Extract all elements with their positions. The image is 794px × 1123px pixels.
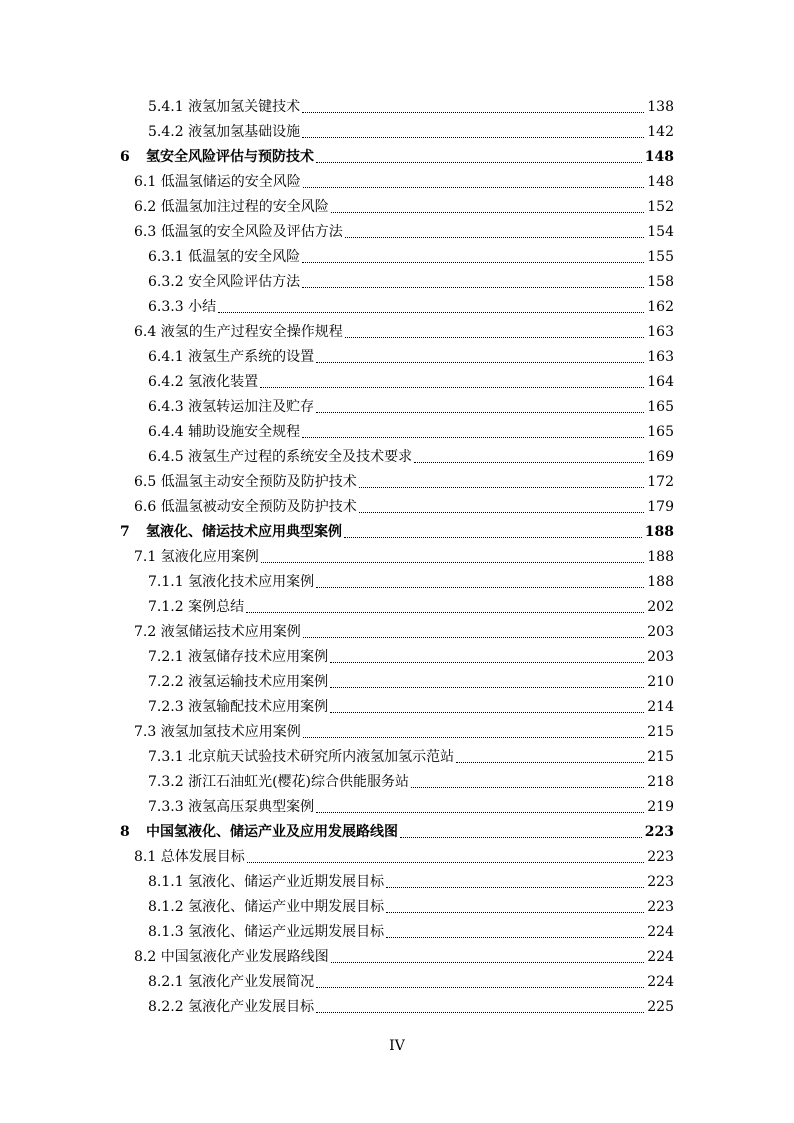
toc-entry-page: 172 <box>647 474 674 490</box>
toc-entry[interactable] <box>0 270 794 295</box>
toc-entry-title: 低温氢主动安全预防及防护技术 <box>160 474 357 490</box>
toc-leader-dots <box>330 687 644 688</box>
toc-entry-title: 氢液化技术应用案例 <box>188 574 315 590</box>
toc-entry[interactable] <box>0 495 794 520</box>
toc-entry-number: 6.4.2 <box>148 374 184 390</box>
toc-entry-page: 162 <box>647 299 674 315</box>
toc-entry-label <box>134 945 329 970</box>
toc-entry-title: 低温氢的安全风险 <box>188 249 301 265</box>
toc-entry-page: 152 <box>647 199 674 215</box>
toc-entry-title: 液氢输配技术应用案例 <box>188 699 329 715</box>
toc-entry-title: 氢液化产业发展简况 <box>188 974 315 990</box>
toc-entry[interactable] <box>0 995 794 1020</box>
toc-entry-number: 7.3 <box>134 724 157 740</box>
toc-chapter-entry[interactable] <box>0 145 794 170</box>
toc-entry-number: 8 <box>120 824 130 840</box>
toc-entry-label <box>134 845 245 870</box>
toc-entry-title: 氢安全风险评估与预防技术 <box>146 149 314 165</box>
toc-entry-number: 6.3.3 <box>148 299 184 315</box>
toc-entry-page: 163 <box>647 324 674 340</box>
toc-leader-dots <box>302 112 644 113</box>
toc-entry-page: 203 <box>647 649 674 665</box>
toc-entry-label <box>148 795 314 820</box>
toc-entry-number: 6.4.3 <box>148 399 184 415</box>
toc-entry[interactable] <box>0 595 794 620</box>
toc-entry-label <box>148 120 300 145</box>
toc-entry-number: 7.2.2 <box>148 674 184 690</box>
toc-entry-label <box>134 170 301 195</box>
toc-leader-dots <box>411 787 644 788</box>
toc-entry-number: 6.4.5 <box>148 449 184 465</box>
toc-entry[interactable] <box>0 795 794 820</box>
toc-entry-page: 223 <box>647 874 674 890</box>
toc-entry-number: 7.3.1 <box>148 749 184 765</box>
toc-entry-label <box>134 220 343 245</box>
toc-entry-page: 223 <box>647 899 674 915</box>
toc-entry-label <box>148 995 314 1020</box>
toc-entry-number: 5.4.1 <box>148 99 184 115</box>
toc-entry-number: 7.1 <box>134 549 157 565</box>
toc-entry-label <box>148 270 300 295</box>
toc-entry-label <box>134 545 259 570</box>
toc-entry-page: 203 <box>647 624 674 640</box>
toc-leader-dots <box>345 337 644 338</box>
toc-entry-label <box>148 370 258 395</box>
toc-entry-label <box>120 820 398 845</box>
toc-entry-page: 169 <box>647 449 674 465</box>
toc-leader-dots <box>400 837 642 838</box>
toc-entry-title: 氢液化、储运技术应用典型案例 <box>146 524 342 540</box>
toc-entry-label <box>148 670 328 695</box>
toc-entry[interactable] <box>0 470 794 495</box>
toc-leader-dots <box>316 812 644 813</box>
toc-entry[interactable] <box>0 920 794 945</box>
toc-entry-page: 179 <box>647 499 674 515</box>
toc-leader-dots <box>386 887 644 888</box>
toc-entry-number: 8.2 <box>134 949 157 965</box>
toc-entry[interactable] <box>0 695 794 720</box>
toc-entry[interactable] <box>0 670 794 695</box>
toc-entry-label <box>148 595 244 620</box>
toc-entry-label <box>148 770 409 795</box>
toc-entry-number: 8.2.2 <box>148 999 184 1015</box>
toc-entry[interactable] <box>0 345 794 370</box>
toc-leader-dots <box>218 312 644 313</box>
toc-leader-dots <box>345 237 644 238</box>
toc-entry-number: 6.4 <box>134 324 157 340</box>
toc-leader-dots <box>316 412 644 413</box>
toc-entry-title: 氢液化应用案例 <box>160 549 259 565</box>
toc-entry-page: 224 <box>647 924 674 940</box>
toc-chapter-entry[interactable] <box>0 520 794 545</box>
toc-entry-label <box>134 195 329 220</box>
toc-leader-dots <box>359 512 644 513</box>
toc-entry-label <box>148 345 314 370</box>
toc-entry-label <box>148 870 384 895</box>
toc-entry-label <box>134 720 301 745</box>
toc-entry[interactable] <box>0 620 794 645</box>
toc-entry-number: 7.3.3 <box>148 799 184 815</box>
toc-leader-dots <box>316 587 644 588</box>
toc-entry-number: 6.4.1 <box>148 349 184 365</box>
toc-entry[interactable] <box>0 95 794 120</box>
toc-leader-dots <box>302 262 644 263</box>
toc-entry-page: 142 <box>647 124 674 140</box>
toc-entry-label <box>148 970 314 995</box>
toc-entry-title: 总体发展目标 <box>160 849 245 865</box>
toc-entry[interactable] <box>0 120 794 145</box>
toc-entry[interactable] <box>0 170 794 195</box>
toc-leader-dots <box>359 487 644 488</box>
toc-leader-dots <box>246 612 644 613</box>
toc-entry-number: 7.1.2 <box>148 599 184 615</box>
toc-entry-title: 低温氢储运的安全风险 <box>160 174 301 190</box>
toc-entry-number: 6.3.1 <box>148 249 184 265</box>
toc-entry-title: 浙江石油虹光(樱花)综合供能服务站 <box>188 774 410 790</box>
toc-entry-page: 215 <box>647 749 674 765</box>
toc-entry[interactable] <box>0 295 794 320</box>
toc-leader-dots <box>414 462 644 463</box>
toc-entry-page: 164 <box>647 374 674 390</box>
toc-entry[interactable] <box>0 370 794 395</box>
toc-entry-title: 低温氢被动安全预防及防护技术 <box>160 499 357 515</box>
toc-entry-page: 158 <box>647 274 674 290</box>
toc-entry[interactable] <box>0 745 794 770</box>
toc-entry-page: 188 <box>644 524 674 540</box>
toc-entry-label <box>148 645 328 670</box>
toc-entry[interactable] <box>0 970 794 995</box>
toc-entry-title: 中国氢液化产业发展路线图 <box>160 949 329 965</box>
toc-entry-label <box>148 295 216 320</box>
toc-leader-dots <box>302 137 644 138</box>
toc-entry-number: 7.3.2 <box>148 774 184 790</box>
toc-entry[interactable] <box>0 845 794 870</box>
toc-entry-title: 辅助设施安全规程 <box>188 424 301 440</box>
toc-entry-number: 6.1 <box>134 174 157 190</box>
toc-entry-title: 氢液化、储运产业中期发展目标 <box>188 899 385 915</box>
toc-leader-dots <box>261 562 644 563</box>
toc-entry-page: 155 <box>647 249 674 265</box>
toc-entry-number: 7.2.1 <box>148 649 184 665</box>
toc-entry[interactable] <box>0 570 794 595</box>
toc-leader-dots <box>456 762 644 763</box>
toc-entry-label <box>148 570 314 595</box>
toc-entry-label <box>134 320 343 345</box>
toc-entry-label <box>148 920 384 945</box>
toc-entry-page: 188 <box>647 549 674 565</box>
toc-entry[interactable] <box>0 420 794 445</box>
toc-entry-label <box>148 245 300 270</box>
toc-entry-page: 225 <box>647 999 674 1015</box>
toc-entry[interactable] <box>0 220 794 245</box>
toc-entry-page: 223 <box>647 849 674 865</box>
toc-entry-title: 液氢储运技术应用案例 <box>160 624 301 640</box>
toc-entry-page: 165 <box>647 424 674 440</box>
toc-entry-label <box>148 395 314 420</box>
toc-entry-number: 6.2 <box>134 199 157 215</box>
toc-entry-page: 138 <box>647 99 674 115</box>
toc-leader-dots <box>316 362 644 363</box>
toc-leader-dots <box>386 937 644 938</box>
toc-leader-dots <box>302 437 644 438</box>
toc-entry[interactable] <box>0 870 794 895</box>
toc-entry-number: 6.6 <box>134 499 157 515</box>
toc-entry-title: 液氢加氢关键技术 <box>188 99 301 115</box>
toc-entry[interactable] <box>0 545 794 570</box>
toc-entry-number: 7.2.3 <box>148 699 184 715</box>
toc-entry-number: 6 <box>120 149 130 165</box>
toc-leader-dots <box>386 912 644 913</box>
toc-entry-number: 6.5 <box>134 474 157 490</box>
toc-entry-number: 8.1 <box>134 849 157 865</box>
toc-entry-page: 188 <box>647 574 674 590</box>
toc-entry-number: 6.4.4 <box>148 424 184 440</box>
toc-entry-title: 液氢加氢技术应用案例 <box>160 724 301 740</box>
toc-entry-number: 8.1.3 <box>148 924 184 940</box>
toc-entry-number: 8.1.1 <box>148 874 184 890</box>
toc-leader-dots <box>316 162 642 163</box>
toc-leader-dots <box>303 637 644 638</box>
toc-entry-title: 氢液化产业发展目标 <box>188 999 315 1015</box>
toc-entry-number: 7.1.1 <box>148 574 184 590</box>
toc-entry[interactable] <box>0 245 794 270</box>
toc-entry-number: 6.3.2 <box>148 274 184 290</box>
toc-entry[interactable] <box>0 720 794 745</box>
toc-chapter-entry[interactable] <box>0 820 794 845</box>
toc-leader-dots <box>316 1012 644 1013</box>
toc-entry[interactable] <box>0 895 794 920</box>
toc-entry-title: 安全风险评估方法 <box>188 274 301 290</box>
toc-entry-page: 148 <box>644 149 674 165</box>
toc-leader-dots <box>330 662 644 663</box>
table-of-contents <box>0 95 794 1020</box>
toc-leader-dots <box>303 737 644 738</box>
toc-entry-page: 165 <box>647 399 674 415</box>
toc-entry-page: 163 <box>647 349 674 365</box>
toc-leader-dots <box>330 712 644 713</box>
toc-entry-page: 154 <box>647 224 674 240</box>
toc-entry-label <box>148 445 412 470</box>
toc-entry[interactable] <box>0 770 794 795</box>
toc-entry-label <box>120 145 314 170</box>
toc-entry-page: 219 <box>647 799 674 815</box>
toc-entry-page: 224 <box>647 974 674 990</box>
toc-leader-dots <box>247 862 644 863</box>
toc-entry-title: 液氢运输技术应用案例 <box>188 674 329 690</box>
toc-entry-title: 氢液化、储运产业近期发展目标 <box>188 874 385 890</box>
toc-entry-label <box>134 495 357 520</box>
toc-entry-title: 液氢转运加注及贮存 <box>188 399 315 415</box>
page-number-footer: IV <box>389 1038 405 1054</box>
toc-entry-label <box>134 470 357 495</box>
toc-entry-number: 8.1.2 <box>148 899 184 915</box>
toc-entry-title: 低温氢的安全风险及评估方法 <box>160 224 343 240</box>
toc-entry-title: 液氢生产过程的系统安全及技术要求 <box>188 449 413 465</box>
toc-entry-page: 215 <box>647 724 674 740</box>
toc-entry-number: 8.2.1 <box>148 974 184 990</box>
toc-entry-page: 202 <box>647 599 674 615</box>
toc-entry[interactable] <box>0 195 794 220</box>
toc-entry-page: 148 <box>647 174 674 190</box>
toc-entry-page: 224 <box>647 949 674 965</box>
toc-entry-title: 小结 <box>188 299 217 315</box>
toc-leader-dots <box>344 537 642 538</box>
toc-entry-page: 223 <box>644 824 674 840</box>
toc-entry-label <box>148 95 300 120</box>
toc-entry-title: 中国氢液化、储运产业及应用发展路线图 <box>146 824 398 840</box>
toc-leader-dots <box>316 987 644 988</box>
toc-entry-number: 7 <box>120 524 130 540</box>
toc-entry-number: 7.2 <box>134 624 157 640</box>
toc-entry-page: 218 <box>647 774 674 790</box>
toc-entry-label <box>148 745 454 770</box>
toc-entry-title: 氢液化装置 <box>188 374 259 390</box>
toc-entry[interactable] <box>0 645 794 670</box>
toc-entry-title: 液氢高压泵典型案例 <box>188 799 315 815</box>
toc-entry-title: 北京航天试验技术研究所内液氢加氢示范站 <box>188 749 455 765</box>
toc-entry[interactable] <box>0 320 794 345</box>
toc-entry-label <box>148 895 384 920</box>
toc-entry-label <box>120 520 342 545</box>
toc-entry[interactable] <box>0 395 794 420</box>
toc-leader-dots <box>260 387 644 388</box>
toc-entry-title: 案例总结 <box>188 599 245 615</box>
toc-entry-number: 5.4.2 <box>148 124 184 140</box>
toc-leader-dots <box>331 212 644 213</box>
toc-entry-title: 液氢储存技术应用案例 <box>188 649 329 665</box>
toc-leader-dots <box>302 287 644 288</box>
toc-entry-title: 低温氢加注过程的安全风险 <box>160 199 329 215</box>
toc-entry-page: 210 <box>647 674 674 690</box>
toc-leader-dots <box>303 187 644 188</box>
toc-entry-label <box>148 695 328 720</box>
toc-entry-page: 214 <box>647 699 674 715</box>
toc-entry-title: 液氢加氢基础设施 <box>188 124 301 140</box>
toc-entry-label <box>148 420 300 445</box>
toc-leader-dots <box>331 962 644 963</box>
toc-entry-label <box>134 620 301 645</box>
toc-entry-title: 液氢生产系统的设置 <box>188 349 315 365</box>
toc-entry[interactable] <box>0 945 794 970</box>
toc-entry-number: 6.3 <box>134 224 157 240</box>
toc-entry-title: 氢液化、储运产业远期发展目标 <box>188 924 385 940</box>
toc-entry-title: 液氢的生产过程安全操作规程 <box>160 324 343 340</box>
toc-entry[interactable] <box>0 445 794 470</box>
